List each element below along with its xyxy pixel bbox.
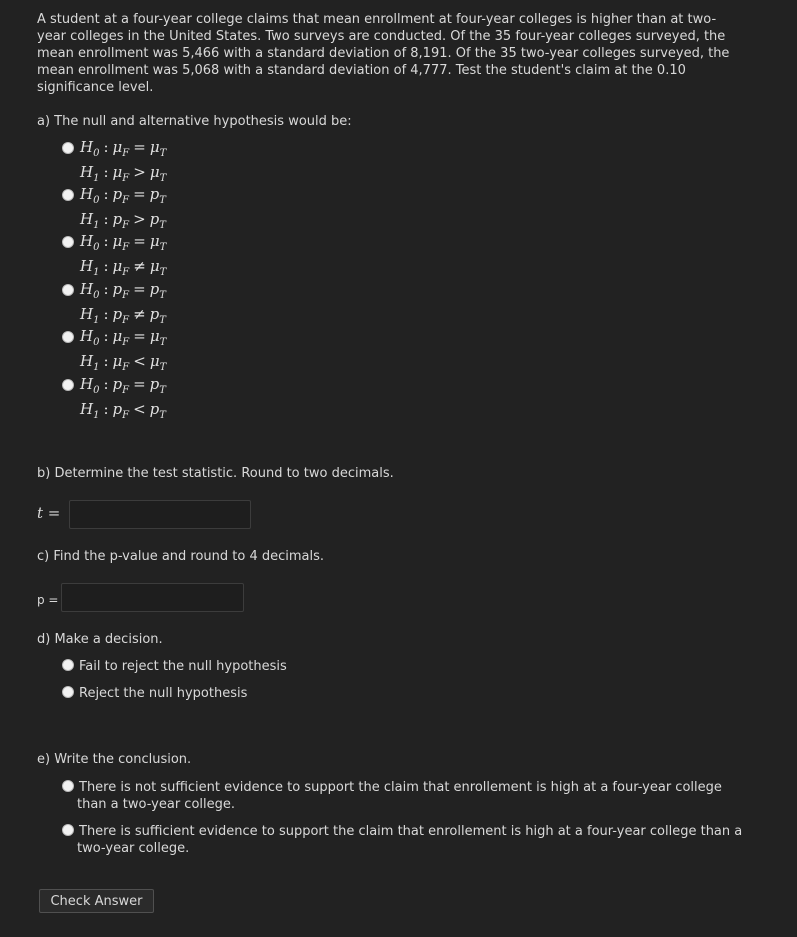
h-subscript: 0: [93, 385, 100, 396]
param-left: μ: [112, 352, 123, 370]
colon: :: [103, 163, 109, 181]
relation-operator: <: [133, 352, 146, 370]
h-symbol: H: [80, 257, 94, 275]
hypothesis-option-2: [80, 185, 166, 235]
subscript-left: F: [122, 410, 130, 421]
h-symbol: H: [80, 352, 94, 370]
check-answer-button[interactable]: Check Answer: [39, 889, 154, 913]
param-left: p: [112, 375, 123, 393]
conclusion-radio-sufficient[interactable]: [62, 824, 74, 836]
h-symbol: H: [80, 327, 94, 345]
subscript-left: F: [122, 267, 130, 278]
hypothesis-radio-6[interactable]: [62, 379, 74, 391]
param-right: p: [149, 400, 160, 418]
param-right: μ: [149, 138, 160, 156]
subscript-left: F: [122, 337, 130, 348]
part-d-question: d) Make a decision.: [37, 632, 163, 647]
h0-row: [80, 232, 166, 257]
h-subscript: 1: [93, 362, 100, 373]
relation-operator: ≠: [133, 257, 146, 275]
subscript-left: F: [122, 385, 130, 396]
param-left: p: [112, 185, 123, 203]
subscript-left: F: [122, 315, 130, 326]
h-subscript: 1: [93, 315, 100, 326]
param-right: p: [149, 185, 160, 203]
hypothesis-option-1: [80, 138, 166, 188]
hypothesis-radio-2[interactable]: [62, 189, 74, 201]
param-left: μ: [112, 138, 123, 156]
decision-label-reject: Reject the null hypothesis: [79, 686, 248, 701]
colon: :: [103, 232, 109, 250]
p-value-input[interactable]: [61, 583, 244, 612]
h1-row: [80, 400, 166, 425]
relation-operator: =: [133, 232, 146, 250]
t-label: t =: [37, 504, 61, 522]
h1-row: [80, 257, 166, 282]
h-symbol: H: [80, 305, 94, 323]
colon: :: [103, 375, 109, 393]
h0-row: [80, 327, 166, 352]
param-left: μ: [112, 327, 123, 345]
hypothesis-radio-3[interactable]: [62, 236, 74, 248]
h-subscript: 0: [93, 290, 100, 301]
colon: :: [103, 400, 109, 418]
hypothesis-option-3: [80, 232, 166, 282]
subscript-left: F: [122, 362, 130, 373]
decision-label-fail-to-reject: Fail to reject the null hypothesis: [79, 659, 287, 674]
subscript-left: F: [122, 242, 130, 253]
param-right: μ: [149, 352, 160, 370]
h0-row: [80, 138, 166, 163]
h-symbol: H: [80, 210, 94, 228]
relation-operator: =: [133, 138, 146, 156]
h-subscript: 0: [93, 148, 100, 159]
subscript-right: T: [159, 315, 166, 326]
subscript-right: T: [159, 362, 167, 373]
subscript-right: T: [159, 195, 166, 206]
relation-operator: >: [133, 163, 146, 181]
h-symbol: H: [80, 185, 94, 203]
h-symbol: H: [80, 232, 94, 250]
h1-row: [80, 352, 166, 377]
param-right: μ: [149, 327, 160, 345]
relation-operator: <: [133, 400, 146, 418]
relation-operator: ≠: [133, 305, 146, 323]
h-subscript: 0: [93, 242, 100, 253]
subscript-right: T: [159, 242, 167, 253]
decision-radio-reject[interactable]: [62, 686, 74, 698]
param-left: p: [112, 305, 123, 323]
subscript-left: F: [122, 290, 130, 301]
param-right: p: [149, 280, 160, 298]
conclusion-radio-not-sufficient[interactable]: [62, 780, 74, 792]
colon: :: [103, 327, 109, 345]
subscript-right: T: [159, 173, 167, 184]
subscript-left: F: [122, 195, 130, 206]
subscript-right: T: [159, 385, 166, 396]
param-right: μ: [149, 163, 160, 181]
subscript-right: T: [159, 267, 167, 278]
problem-statement: A student at a four-year college claims that mean enrollment at four-year colleges is higher than at two-year colleges in the United States. Two surveys are conducted. Of the 35 four-year colleges surveyed, the mean enrollment was 5,466 with a standard deviation of 8,191. Of the 35 two-year colleges surveyed, the mean enrollment was 5,068 with a standard deviation of 4,777. Test the student's claim at the 0.10 significance level.: [37, 12, 730, 95]
subscript-right: T: [159, 290, 166, 301]
h-subscript: 1: [93, 173, 100, 184]
hypothesis-radio-5[interactable]: [62, 331, 74, 343]
p-label: p =: [37, 593, 59, 607]
relation-operator: =: [133, 280, 146, 298]
param-left: p: [112, 280, 123, 298]
hypothesis-radio-1[interactable]: [62, 142, 74, 154]
h-subscript: 1: [93, 410, 100, 421]
param-left: p: [112, 400, 123, 418]
hypothesis-radio-4[interactable]: [62, 284, 74, 296]
h-symbol: H: [80, 138, 94, 156]
h0-row: [80, 280, 166, 305]
subscript-right: T: [159, 220, 166, 231]
param-right: p: [149, 305, 160, 323]
param-right: μ: [149, 257, 160, 275]
colon: :: [103, 138, 109, 156]
subscript-right: T: [159, 337, 167, 348]
hypothesis-option-4: [80, 280, 166, 330]
param-left: p: [112, 210, 123, 228]
h-subscript: 1: [93, 267, 100, 278]
hypothesis-option-6: [80, 375, 166, 425]
h-symbol: H: [80, 280, 94, 298]
param-right: p: [149, 375, 160, 393]
relation-operator: =: [133, 185, 146, 203]
h-symbol: H: [80, 400, 94, 418]
colon: :: [103, 185, 109, 203]
h0-row: [80, 185, 166, 210]
conclusion-label-not-sufficient: There is not sufficient evidence to support the claim that enrollement is high at a four-year college than a two-year college.: [77, 780, 722, 812]
subscript-left: F: [122, 148, 130, 159]
relation-operator: >: [133, 210, 146, 228]
colon: :: [103, 305, 109, 323]
h-symbol: H: [80, 163, 94, 181]
h-symbol: H: [80, 375, 94, 393]
hypothesis-option-5: [80, 327, 166, 377]
subscript-right: T: [159, 148, 167, 159]
h-subscript: 0: [93, 337, 100, 348]
subscript-left: F: [122, 173, 130, 184]
colon: :: [103, 257, 109, 275]
relation-operator: =: [133, 375, 146, 393]
param-right: μ: [149, 232, 160, 250]
subscript-left: F: [122, 220, 130, 231]
h-subscript: 1: [93, 220, 100, 231]
part-e-question: e) Write the conclusion.: [37, 752, 192, 767]
test-statistic-input[interactable]: [69, 500, 251, 529]
part-b-question: b) Determine the test statistic. Round to two decimals.: [37, 466, 394, 481]
conclusion-label-sufficient: There is sufficient evidence to support the claim that enrollement is high at a four-year college than a two-year college.: [77, 824, 743, 856]
subscript-right: T: [159, 410, 166, 421]
relation-operator: =: [133, 327, 146, 345]
part-a-question: a) The null and alternative hypothesis would be:: [37, 114, 352, 129]
colon: :: [103, 352, 109, 370]
part-c-question: c) Find the p-value and round to 4 decimals.: [37, 549, 325, 564]
h-subscript: 0: [93, 195, 100, 206]
decision-radio-fail-to-reject[interactable]: [62, 659, 74, 671]
h0-row: [80, 375, 166, 400]
param-left: μ: [112, 163, 123, 181]
colon: :: [103, 210, 109, 228]
param-left: μ: [112, 232, 123, 250]
param-right: p: [149, 210, 160, 228]
colon: :: [103, 280, 109, 298]
param-left: μ: [112, 257, 123, 275]
